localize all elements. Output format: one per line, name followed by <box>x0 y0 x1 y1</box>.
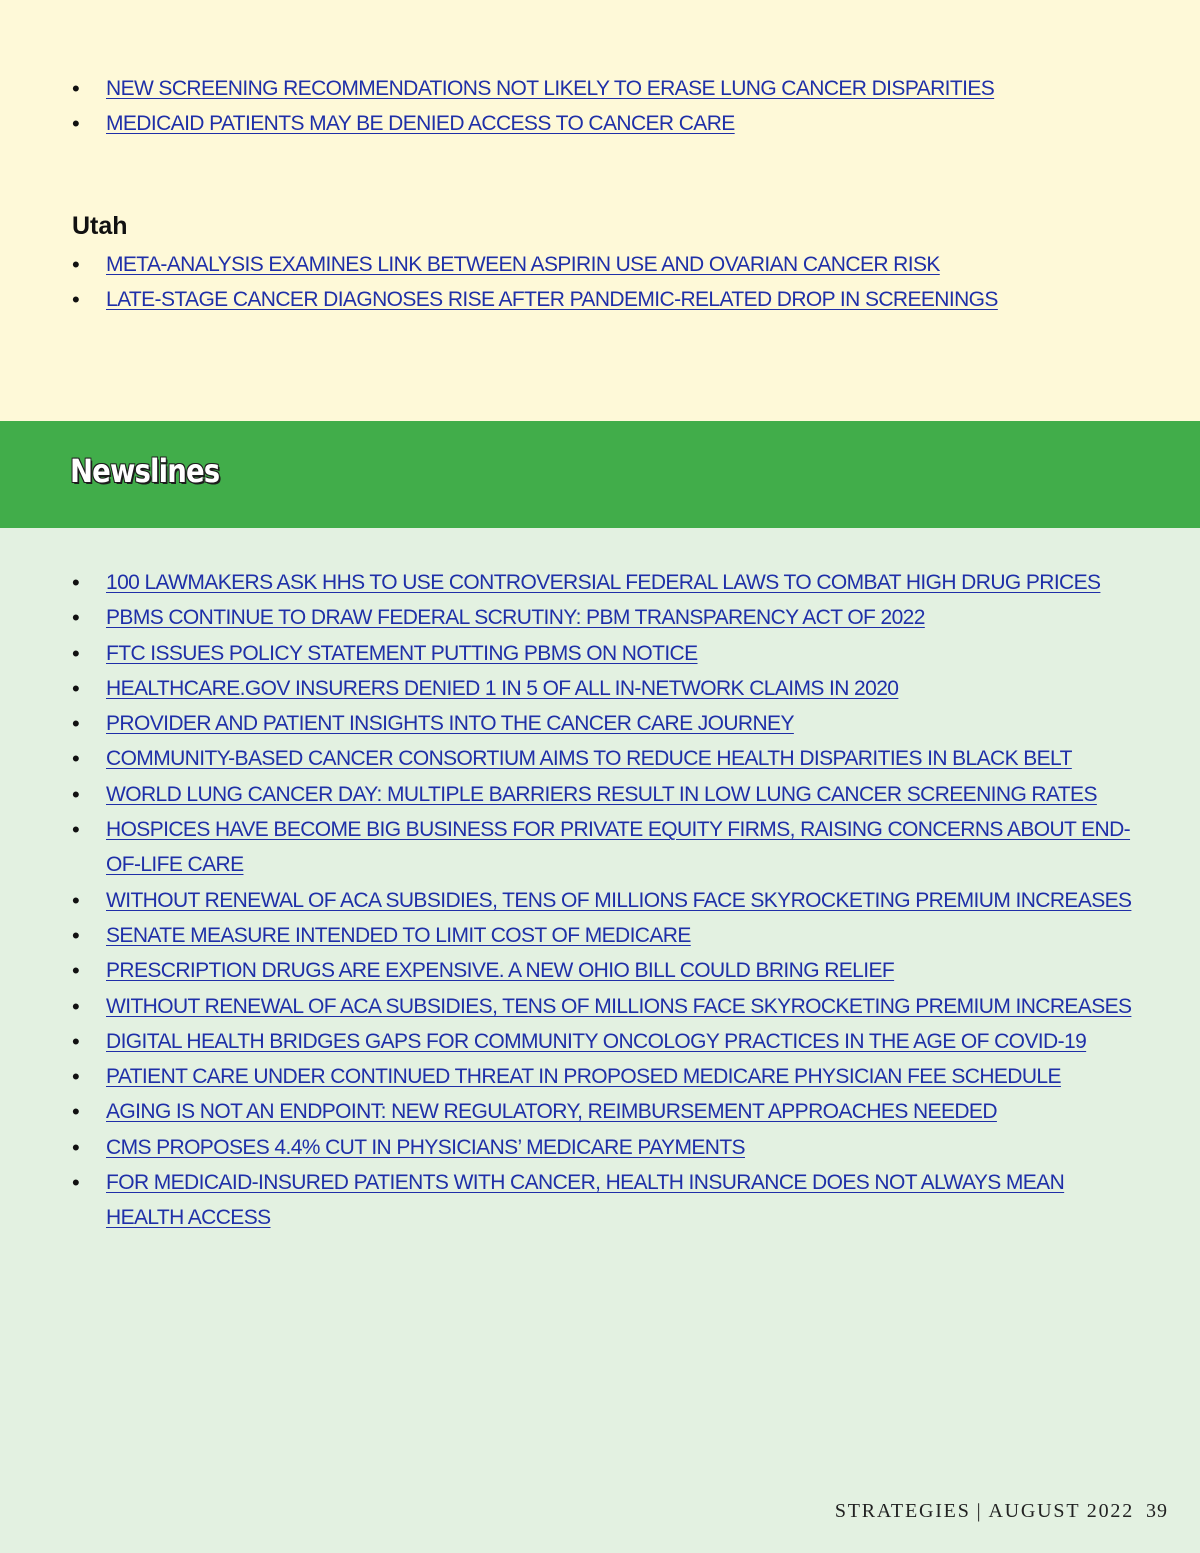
list-item <box>0 636 1200 671</box>
article-link[interactable]: AGING IS NOT AN ENDPOINT: NEW REGULATORY, REIMBURSEMENT APPROACHES NEEDED <box>106 1100 997 1124</box>
article-link[interactable]: WITHOUT RENEWAL OF ACA SUBSIDIES, TENS OF MILLIONS FACE SKYROCKETING PREMIUM INCREASES <box>106 888 1132 912</box>
newslines-title: Newslines <box>70 452 220 490</box>
article-link[interactable]: HOSPICES HAVE BECOME BIG BUSINESS FOR PRIVATE EQUITY FIRMS, RAISING CONCERNS ABOUT END-OF-LIFE CARE <box>106 818 1131 877</box>
list-item <box>0 1130 1200 1165</box>
list-item <box>0 600 1200 635</box>
page-number: 39 <box>1146 1500 1168 1522</box>
article-link[interactable]: SENATE MEASURE INTENDED TO LIMIT COST OF MEDICARE <box>106 923 691 947</box>
list-item <box>0 1059 1200 1094</box>
article-link[interactable]: MEDICAID PATIENTS MAY BE DENIED ACCESS TO CANCER CARE <box>106 112 735 136</box>
list-item <box>0 1165 1200 1236</box>
list-item <box>0 71 1200 106</box>
page-footer <box>835 1500 1168 1523</box>
list-item <box>0 1024 1200 1059</box>
article-link[interactable]: HEALTHCARE.GOV INSURERS DENIED 1 IN 5 OF ALL IN-NETWORK CLAIMS IN 2020 <box>106 676 899 700</box>
article-link[interactable]: META-ANALYSIS EXAMINES LINK BETWEEN ASPIRIN USE AND OVARIAN CANCER RISK <box>106 253 940 276</box>
article-link[interactable]: PATIENT CARE UNDER CONTINUED THREAT IN PROPOSED MEDICARE PHYSICIAN FEE SCHEDULE <box>106 1065 1061 1089</box>
article-link[interactable]: DIGITAL HEALTH BRIDGES GAPS FOR COMMUNITY ONCOLOGY PRACTICES IN THE AGE OF COVID-19 <box>106 1029 1087 1053</box>
list-item <box>0 883 1200 918</box>
publication-name: STRATEGIES <box>834 1500 971 1522</box>
utah-link-list <box>0 247 1200 318</box>
issue-date: AUGUST 2022 <box>988 1500 1134 1522</box>
top-section <box>0 0 1200 421</box>
article-link[interactable]: COMMUNITY-BASED CANCER CONSORTIUM AIMS TO REDUCE HEALTH DISPARITIES IN BLACK BELT <box>106 747 1072 771</box>
article-link[interactable]: PRESCRIPTION DRUGS ARE EXPENSIVE. A NEW OHIO BILL COULD BRING RELIEF <box>106 959 895 983</box>
article-link[interactable]: 100 LAWMAKERS ASK HHS TO USE CONTROVERSIAL FEDERAL LAWS TO COMBAT HIGH DRUG PRICES <box>106 571 1101 594</box>
list-item <box>0 953 1200 988</box>
article-link[interactable]: WITHOUT RENEWAL OF ACA SUBSIDIES, TENS OF MILLIONS FACE SKYROCKETING PREMIUM INCREASES <box>106 994 1132 1018</box>
list-item <box>0 777 1200 812</box>
article-link[interactable]: FOR MEDICAID-INSURED PATIENTS WITH CANCER, HEALTH INSURANCE DOES NOT ALWAYS MEAN HEALTH ACCESS <box>106 1171 1065 1230</box>
article-link[interactable]: PROVIDER AND PATIENT INSIGHTS INTO THE CANCER CARE JOURNEY <box>106 712 794 736</box>
article-link[interactable]: FTC ISSUES POLICY STATEMENT PUTTING PBMS ON NOTICE <box>106 641 698 665</box>
list-item <box>0 741 1200 776</box>
top-link-list <box>0 71 1200 142</box>
footer-separator: | <box>976 1500 983 1522</box>
list-item <box>0 812 1200 883</box>
article-link[interactable]: PBMS CONTINUE TO DRAW FEDERAL SCRUTINY: PBM TRANSPARENCY ACT OF 2022 <box>106 606 925 630</box>
list-item <box>0 106 1200 141</box>
list-item <box>0 565 1200 600</box>
article-link[interactable]: NEW SCREENING RECOMMENDATIONS NOT LIKELY TO ERASE LUNG CANCER DISPARITIES <box>106 77 995 100</box>
list-item <box>0 247 1200 282</box>
list-item <box>0 706 1200 741</box>
article-link[interactable]: CMS PROPOSES 4.4% CUT IN PHYSICIANS’ MEDICARE PAYMENTS <box>106 1135 745 1159</box>
newslines-link-list <box>0 565 1200 1236</box>
list-item <box>0 671 1200 706</box>
list-item <box>0 1094 1200 1129</box>
list-item <box>0 989 1200 1024</box>
list-item <box>0 282 1200 317</box>
article-link[interactable]: WORLD LUNG CANCER DAY: MULTIPLE BARRIERS RESULT IN LOW LUNG CANCER SCREENING RATES <box>106 782 1097 806</box>
section-heading-utah: Utah <box>72 212 128 240</box>
article-link[interactable]: LATE-STAGE CANCER DIAGNOSES RISE AFTER PANDEMIC-RELATED DROP IN SCREENINGS <box>106 288 998 312</box>
list-item <box>0 918 1200 953</box>
